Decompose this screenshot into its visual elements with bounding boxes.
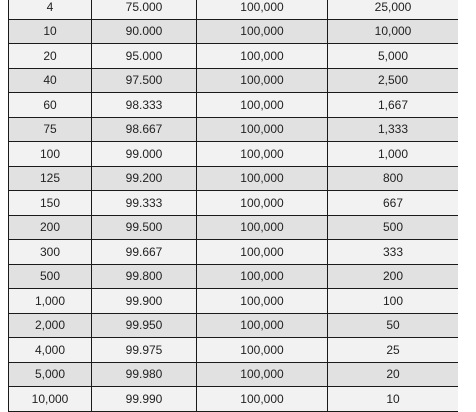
table-cell[interactable]: 150 bbox=[9, 191, 92, 216]
table-cell[interactable]: 300 bbox=[9, 240, 92, 265]
table-row bbox=[9, 387, 459, 412]
table-cell[interactable]: 100,000 bbox=[197, 44, 328, 69]
table-row bbox=[9, 142, 459, 167]
table-cell[interactable]: 99.000 bbox=[92, 142, 197, 167]
table-cell[interactable]: 20 bbox=[328, 362, 459, 387]
table-cell[interactable]: 97.500 bbox=[92, 68, 197, 93]
table-row bbox=[9, 313, 459, 338]
table-cell[interactable]: 100,000 bbox=[197, 0, 328, 19]
table-cell[interactable]: 99.975 bbox=[92, 338, 197, 363]
table-cell[interactable]: 100 bbox=[9, 142, 92, 167]
table-cell[interactable]: 800 bbox=[328, 166, 459, 191]
table-cell[interactable]: 99.500 bbox=[92, 215, 197, 240]
table-cell[interactable]: 100,000 bbox=[197, 313, 328, 338]
table-cell[interactable]: 99.667 bbox=[92, 240, 197, 265]
table-cell[interactable]: 500 bbox=[328, 215, 459, 240]
table-cell[interactable]: 100 bbox=[328, 289, 459, 314]
table-cell[interactable]: 667 bbox=[328, 191, 459, 216]
table-cell[interactable]: 40 bbox=[9, 68, 92, 93]
table-cell[interactable]: 100,000 bbox=[197, 166, 328, 191]
table-cell[interactable]: 5,000 bbox=[9, 362, 92, 387]
table-row bbox=[9, 362, 459, 387]
table-cell[interactable]: 50 bbox=[328, 313, 459, 338]
table-cell[interactable]: 60 bbox=[9, 93, 92, 118]
table-cell[interactable]: 2,500 bbox=[328, 68, 459, 93]
table-cell[interactable]: 100,000 bbox=[197, 142, 328, 167]
table-cell[interactable]: 100,000 bbox=[197, 387, 328, 412]
table-cell[interactable]: 100,000 bbox=[197, 362, 328, 387]
table-cell[interactable]: 200 bbox=[328, 264, 459, 289]
table-cell[interactable]: 100,000 bbox=[197, 19, 328, 44]
table-row bbox=[9, 19, 459, 44]
table-cell[interactable]: 99.980 bbox=[92, 362, 197, 387]
table-cell[interactable]: 5,000 bbox=[328, 44, 459, 69]
table-cell[interactable]: 99.333 bbox=[92, 191, 197, 216]
table-cell[interactable]: 25,000 bbox=[328, 0, 459, 19]
table-cell[interactable]: 100,000 bbox=[197, 338, 328, 363]
table-cell[interactable]: 98.667 bbox=[92, 117, 197, 142]
table-cell[interactable]: 100,000 bbox=[197, 215, 328, 240]
table-cell[interactable]: 200 bbox=[9, 215, 92, 240]
table-row bbox=[9, 117, 459, 142]
table-body bbox=[9, 0, 459, 411]
data-table bbox=[8, 0, 458, 412]
table-cell[interactable]: 10 bbox=[328, 387, 459, 412]
table-row bbox=[9, 93, 459, 118]
table-cell[interactable]: 98.333 bbox=[92, 93, 197, 118]
table-cell[interactable]: 1,333 bbox=[328, 117, 459, 142]
table-row bbox=[9, 289, 459, 314]
table-row bbox=[9, 338, 459, 363]
table-cell[interactable]: 1,000 bbox=[9, 289, 92, 314]
table-cell[interactable]: 95.000 bbox=[92, 44, 197, 69]
table-cell[interactable]: 100,000 bbox=[197, 68, 328, 93]
table-cell[interactable]: 1,667 bbox=[328, 93, 459, 118]
table-cell[interactable]: 100,000 bbox=[197, 289, 328, 314]
table-row bbox=[9, 191, 459, 216]
table-cell[interactable]: 99.950 bbox=[92, 313, 197, 338]
table-cell[interactable]: 10 bbox=[9, 19, 92, 44]
table-row bbox=[9, 68, 459, 93]
table-cell[interactable]: 25 bbox=[328, 338, 459, 363]
table-row bbox=[9, 264, 459, 289]
table-cell[interactable]: 500 bbox=[9, 264, 92, 289]
table-cell[interactable]: 100,000 bbox=[197, 240, 328, 265]
table-row bbox=[9, 215, 459, 240]
table-cell[interactable]: 333 bbox=[328, 240, 459, 265]
table-cell[interactable]: 20 bbox=[9, 44, 92, 69]
table-cell[interactable]: 99.200 bbox=[92, 166, 197, 191]
table-cell[interactable]: 75.000 bbox=[92, 0, 197, 19]
table-row bbox=[9, 0, 459, 19]
table-cell[interactable]: 75 bbox=[9, 117, 92, 142]
table-cell[interactable]: 100,000 bbox=[197, 93, 328, 118]
table-row bbox=[9, 44, 459, 69]
table-row bbox=[9, 166, 459, 191]
table-cell[interactable]: 99.990 bbox=[92, 387, 197, 412]
table-cell[interactable]: 100,000 bbox=[197, 264, 328, 289]
table-cell[interactable]: 100,000 bbox=[197, 191, 328, 216]
table-cell[interactable]: 99.800 bbox=[92, 264, 197, 289]
table-cell[interactable]: 4,000 bbox=[9, 338, 92, 363]
table-cell[interactable]: 10,000 bbox=[9, 387, 92, 412]
table-cell[interactable]: 2,000 bbox=[9, 313, 92, 338]
table-cell[interactable]: 99.900 bbox=[92, 289, 197, 314]
table-cell[interactable]: 1,000 bbox=[328, 142, 459, 167]
table-cell[interactable]: 4 bbox=[9, 0, 92, 19]
table-cell[interactable]: 100,000 bbox=[197, 117, 328, 142]
table-cell[interactable]: 90.000 bbox=[92, 19, 197, 44]
table-cell[interactable]: 10,000 bbox=[328, 19, 459, 44]
table-cell[interactable]: 125 bbox=[9, 166, 92, 191]
table-row bbox=[9, 240, 459, 265]
